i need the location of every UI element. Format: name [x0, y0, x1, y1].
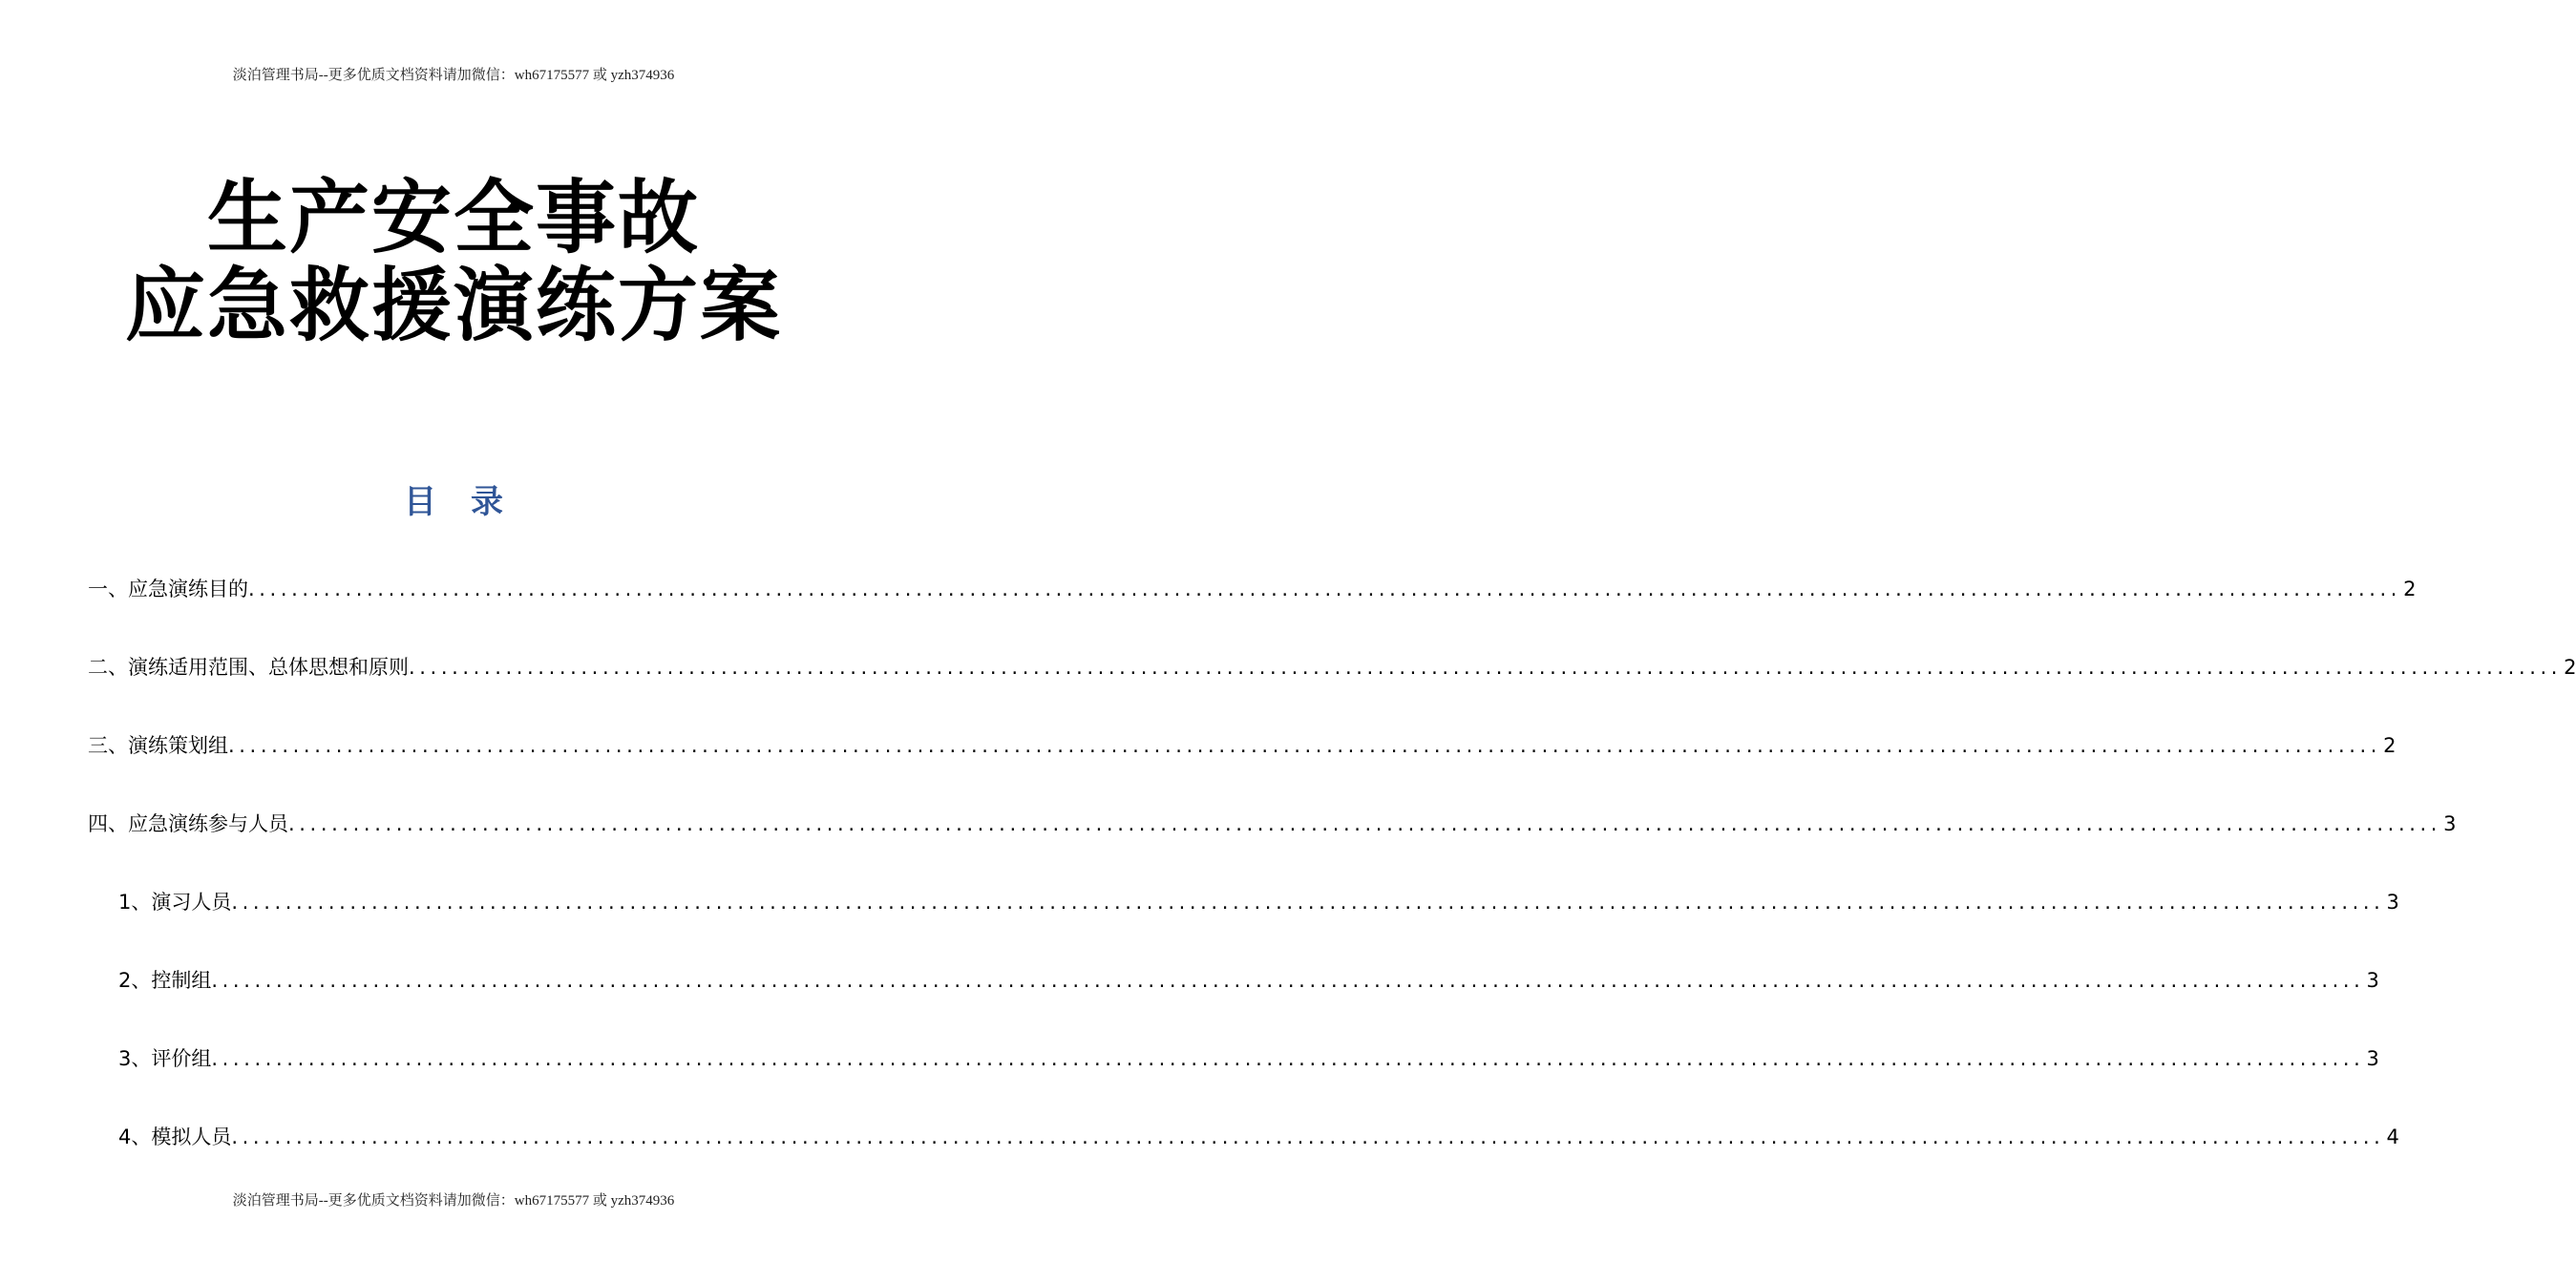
toc-subentry[interactable]	[88, 1118, 2399, 1156]
toc-entry-page: 3	[2443, 812, 2457, 835]
toc-entry[interactable]	[88, 570, 2417, 608]
toc-entry-label: 一、应急演练目的	[88, 578, 248, 600]
toc-entry[interactable]	[88, 726, 2397, 765]
toc-entry-page: 2	[2564, 656, 2576, 679]
toc-entry-label: 四、应急演练参与人员	[88, 812, 288, 835]
toc-leader-dots: ........................................................................................................................................................................................................	[409, 656, 2563, 679]
toc-entry-page: 3	[2386, 891, 2399, 914]
toc-subentry[interactable]	[88, 883, 2399, 921]
toc-entry-page: 2	[2383, 734, 2397, 757]
document-title-line-2: 应急救援演练方案	[124, 259, 782, 352]
toc-entry-page: 2	[2403, 578, 2417, 600]
footer-watermark-text: 淡泊管理书局--更多优质文档资料请加微信：wh67175577 或 yzh374936	[232, 1193, 675, 1209]
toc-leader-dots: ........................................................................................................................................................................................................	[248, 578, 2402, 600]
toc-heading: 目录	[404, 483, 538, 521]
toc-entry-label: 2、控制组	[118, 969, 212, 992]
toc-subentry[interactable]	[88, 1040, 2379, 1078]
toc-entry-label: 二、演练适用范围、总体思想和原则	[88, 656, 409, 679]
toc-entry-label: 4、模拟人员	[118, 1125, 232, 1148]
toc-leader-dots: ........................................................................................................................................................................................................	[211, 969, 2365, 992]
document-title	[0, 171, 907, 352]
toc-entry-page: 3	[2366, 1047, 2379, 1070]
toc-entry-label: 三、演练策划组	[88, 734, 228, 757]
document-title-line-1: 生产安全事故	[206, 171, 700, 264]
toc-leader-dots: ........................................................................................................................................................................................................	[288, 812, 2442, 835]
header-watermark-text: 淡泊管理书局--更多优质文档资料请加微信：wh67175577 或 yzh374936	[232, 68, 675, 83]
toc-leader-dots: ........................................................................................................................................................................................................	[228, 734, 2382, 757]
table-of-contents	[88, 570, 2576, 1196]
toc-entry-label: 3、评价组	[118, 1047, 212, 1070]
toc-entry[interactable]	[88, 648, 2576, 686]
toc-leader-dots: ........................................................................................................................................................................................................	[231, 1125, 2385, 1148]
toc-leader-dots: ........................................................................................................................................................................................................	[231, 891, 2385, 914]
toc-entry-page: 3	[2366, 969, 2379, 992]
toc-entry-page: 4	[2386, 1125, 2399, 1148]
toc-subentry[interactable]	[88, 961, 2379, 999]
toc-entry[interactable]	[88, 805, 2457, 843]
toc-leader-dots: ........................................................................................................................................................................................................	[211, 1047, 2365, 1070]
toc-entry-label: 1、演习人员	[118, 891, 232, 914]
